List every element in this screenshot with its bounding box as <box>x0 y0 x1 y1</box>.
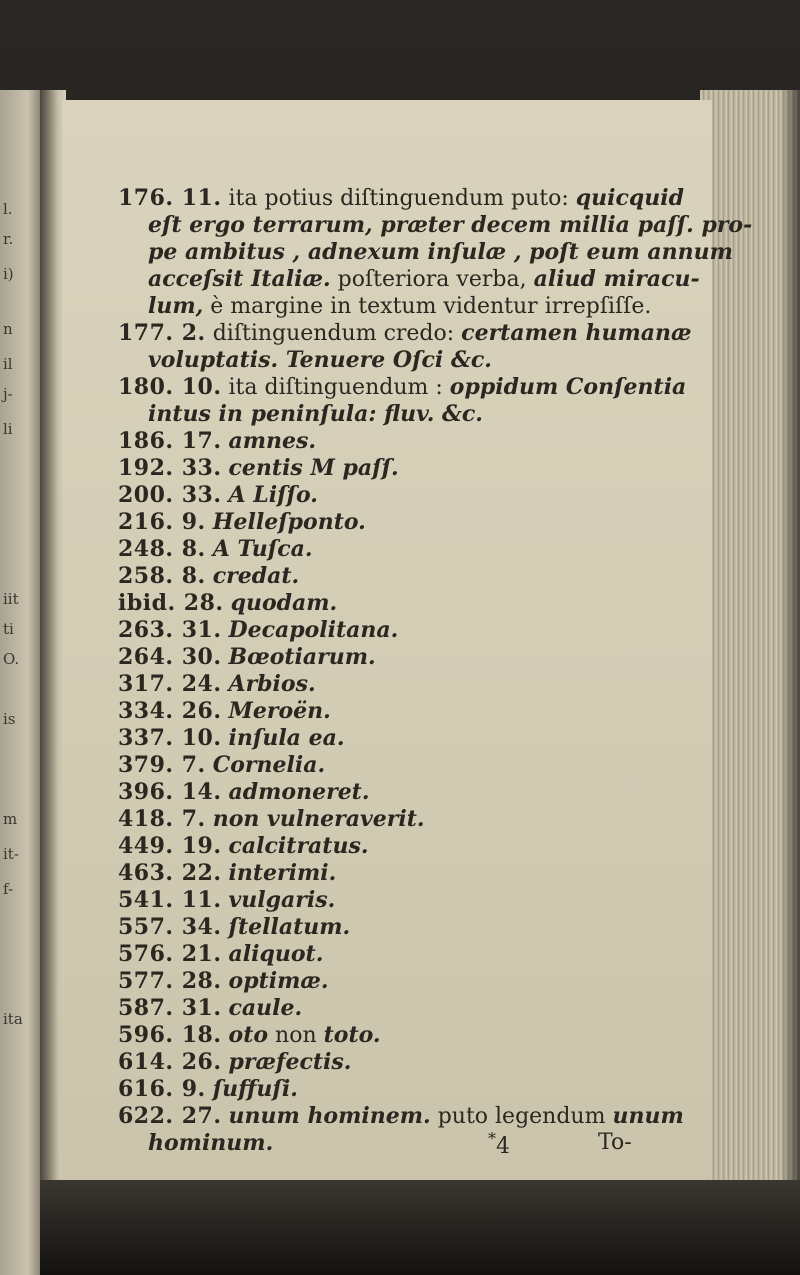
errata-line <box>118 752 718 779</box>
page-line-ref: 541. 11. <box>118 887 222 913</box>
correction-italic: quodam. <box>230 590 338 616</box>
correction-italic: centis M paſſ. <box>228 455 399 481</box>
left-page-fragment: li <box>3 420 13 438</box>
correction-italic: optimæ. <box>228 968 329 994</box>
correction-italic: unum hominem. <box>228 1103 431 1129</box>
left-page-fragment: ita <box>3 1010 23 1028</box>
note-text: non <box>275 1023 317 1048</box>
errata-line <box>118 887 718 914</box>
errata-line <box>118 374 718 401</box>
catchword: To- <box>598 1130 632 1155</box>
left-page-edge <box>0 90 40 1275</box>
left-page-fragment: ti <box>3 620 14 638</box>
errata-line <box>118 644 718 671</box>
correction-italic: eſt ergo terrarum, præter decem millia paſſ. pro- <box>148 212 753 238</box>
correction-italic: calcitratus. <box>228 833 369 859</box>
page-line-ref: 264. 30. <box>118 644 222 670</box>
signature-mark: * <box>488 1129 496 1148</box>
left-page-fragment: l. <box>3 200 13 218</box>
correction-italic: Meroën. <box>228 698 331 724</box>
errata-line <box>118 995 718 1022</box>
correction-italic: ſtellatum. <box>228 914 351 940</box>
page-line-ref: 216. 9. <box>118 509 206 535</box>
correction-italic: non vulneraverit. <box>212 806 425 832</box>
correction-italic: certamen humanæ <box>461 320 692 346</box>
page-line-ref: 379. 7. <box>118 752 206 778</box>
signature: 4 <box>496 1134 510 1159</box>
correction-italic: hominum. <box>148 1130 274 1156</box>
errata-line <box>118 968 718 995</box>
errata-line <box>118 779 718 806</box>
page-line-ref: 317. 24. <box>118 671 222 697</box>
page-line-ref: 177. 2. <box>118 320 206 346</box>
correction-italic: vulgaris. <box>228 887 336 913</box>
correction-italic: Bœotiarum. <box>228 644 376 670</box>
errata-line <box>118 1022 718 1049</box>
correction-italic: pe ambitus , adnexum inſulæ , poſt eum annum <box>148 239 733 265</box>
correction-italic: ſuffuſi. <box>212 1076 298 1102</box>
page-line-ref: 557. 34. <box>118 914 222 940</box>
correction-italic: voluptatis. Tenuere Oſci &c. <box>148 347 492 373</box>
page-line-ref: 186. 17. <box>118 428 222 454</box>
errata-line <box>118 698 718 725</box>
bottom-shadow <box>40 1180 800 1275</box>
page-line-ref: 622. 27. <box>118 1103 222 1129</box>
correction-italic: aliud miracu- <box>533 266 700 292</box>
errata-line <box>118 536 718 563</box>
correction-italic: A Tuſca. <box>212 536 313 562</box>
correction-italic: quicquid <box>575 185 685 211</box>
note-text: ita diſtinguendum : <box>228 375 443 400</box>
page-line-ref: 263. 31. <box>118 617 222 643</box>
page-line-ref: 449. 19. <box>118 833 222 859</box>
page-line-ref: 577. 28. <box>118 968 222 994</box>
note-text: poſteriora verba, <box>337 267 527 292</box>
left-page-fragment: il <box>3 355 13 373</box>
errata-line <box>118 266 718 293</box>
errata-line <box>118 320 718 347</box>
errata-line <box>118 347 718 374</box>
errata-line <box>118 1130 718 1157</box>
page-line-ref: 334. 26. <box>118 698 222 724</box>
page-line-ref: 463. 22. <box>118 860 222 886</box>
correction-italic: interimi. <box>228 860 337 886</box>
correction-italic: intus in peninſula: fluv. &c. <box>148 401 483 427</box>
correction-italic: acceſsit Italiæ. <box>148 266 331 292</box>
errata-line <box>118 1103 718 1130</box>
correction-italic: Decapolitana. <box>228 617 399 643</box>
errata-line <box>118 671 718 698</box>
errata-line <box>118 1049 718 1076</box>
correction-italic: credat. <box>212 563 300 589</box>
errata-line <box>118 509 718 536</box>
note-text: puto legendum <box>437 1104 606 1129</box>
page-line-ref: 337. 10. <box>118 725 222 751</box>
errata-line <box>118 590 718 617</box>
correction-italic: aliquot. <box>228 941 324 967</box>
page-line-ref: ibid. 28. <box>118 590 224 616</box>
errata-line <box>118 482 718 509</box>
page-line-ref: 614. 26. <box>118 1049 222 1075</box>
correction-italic: Helleſponto. <box>212 509 366 535</box>
right-shadow <box>780 90 800 1275</box>
errata-line <box>118 455 718 482</box>
correction-italic: Cornelia. <box>212 752 326 778</box>
errata-line <box>118 806 718 833</box>
correction-italic: oppidum Conſentia <box>449 374 687 400</box>
correction-italic: toto. <box>323 1022 381 1048</box>
page-line-ref: 418. 7. <box>118 806 206 832</box>
errata-line <box>118 941 718 968</box>
page-line-ref: 616. 9. <box>118 1076 206 1102</box>
page-line-ref: 180. 10. <box>118 374 222 400</box>
errata-line <box>118 1076 718 1103</box>
left-page-fragment: i) <box>3 265 14 283</box>
left-page-fragment: iit <box>3 590 19 608</box>
correction-italic: oto <box>228 1022 269 1048</box>
errata-line <box>118 239 733 266</box>
errata-line <box>118 212 753 239</box>
page-line-ref: 587. 31. <box>118 995 222 1021</box>
left-page-fragment: is <box>3 710 16 728</box>
left-page-fragment: j- <box>3 385 13 403</box>
errata-line <box>118 725 718 752</box>
correction-italic: A Liſſo. <box>228 482 318 508</box>
errata-line <box>118 914 718 941</box>
page-line-ref: 200. 33. <box>118 482 222 508</box>
errata-line <box>118 833 718 860</box>
note-text: diſtinguendum credo: <box>212 321 455 346</box>
errata-line <box>118 401 718 428</box>
page-line-ref: 258. 8. <box>118 563 206 589</box>
correction-italic: amnes. <box>228 428 317 454</box>
errata-line <box>118 293 718 320</box>
errata-line <box>118 563 718 590</box>
page-line-ref: 192. 33. <box>118 455 222 481</box>
page-line-ref: 396. 14. <box>118 779 222 805</box>
errata-line <box>118 860 718 887</box>
page-line-ref: 596. 18. <box>118 1022 222 1048</box>
left-page-fragment: n <box>3 320 13 338</box>
correction-italic: præfectis. <box>228 1049 352 1075</box>
page-line-ref: 248. 8. <box>118 536 206 562</box>
errata-line <box>118 428 718 455</box>
correction-italic: inſula ea. <box>228 725 345 751</box>
note-text: è margine in textum videntur irrepſiſſe. <box>210 294 652 319</box>
note-text: ita potius diſtinguendum puto: <box>228 186 569 211</box>
correction-italic: lum, <box>148 293 204 319</box>
page-line-ref: 576. 21. <box>118 941 222 967</box>
errata-line <box>118 185 718 212</box>
correction-italic: caule. <box>228 995 303 1021</box>
left-page-fragment: f- <box>3 880 14 898</box>
errata-line <box>118 617 718 644</box>
left-page-fragment: O. <box>3 650 20 668</box>
correction-italic: admoneret. <box>228 779 370 805</box>
left-page-fragment: it- <box>3 845 19 863</box>
left-page-fragment: m <box>3 810 18 828</box>
left-page-fragment: r. <box>3 230 14 248</box>
correction-italic: Arbios. <box>228 671 316 697</box>
errata-list <box>118 185 753 1159</box>
page-line-ref: 176. 11. <box>118 185 222 211</box>
correction-italic: unum <box>612 1103 684 1129</box>
